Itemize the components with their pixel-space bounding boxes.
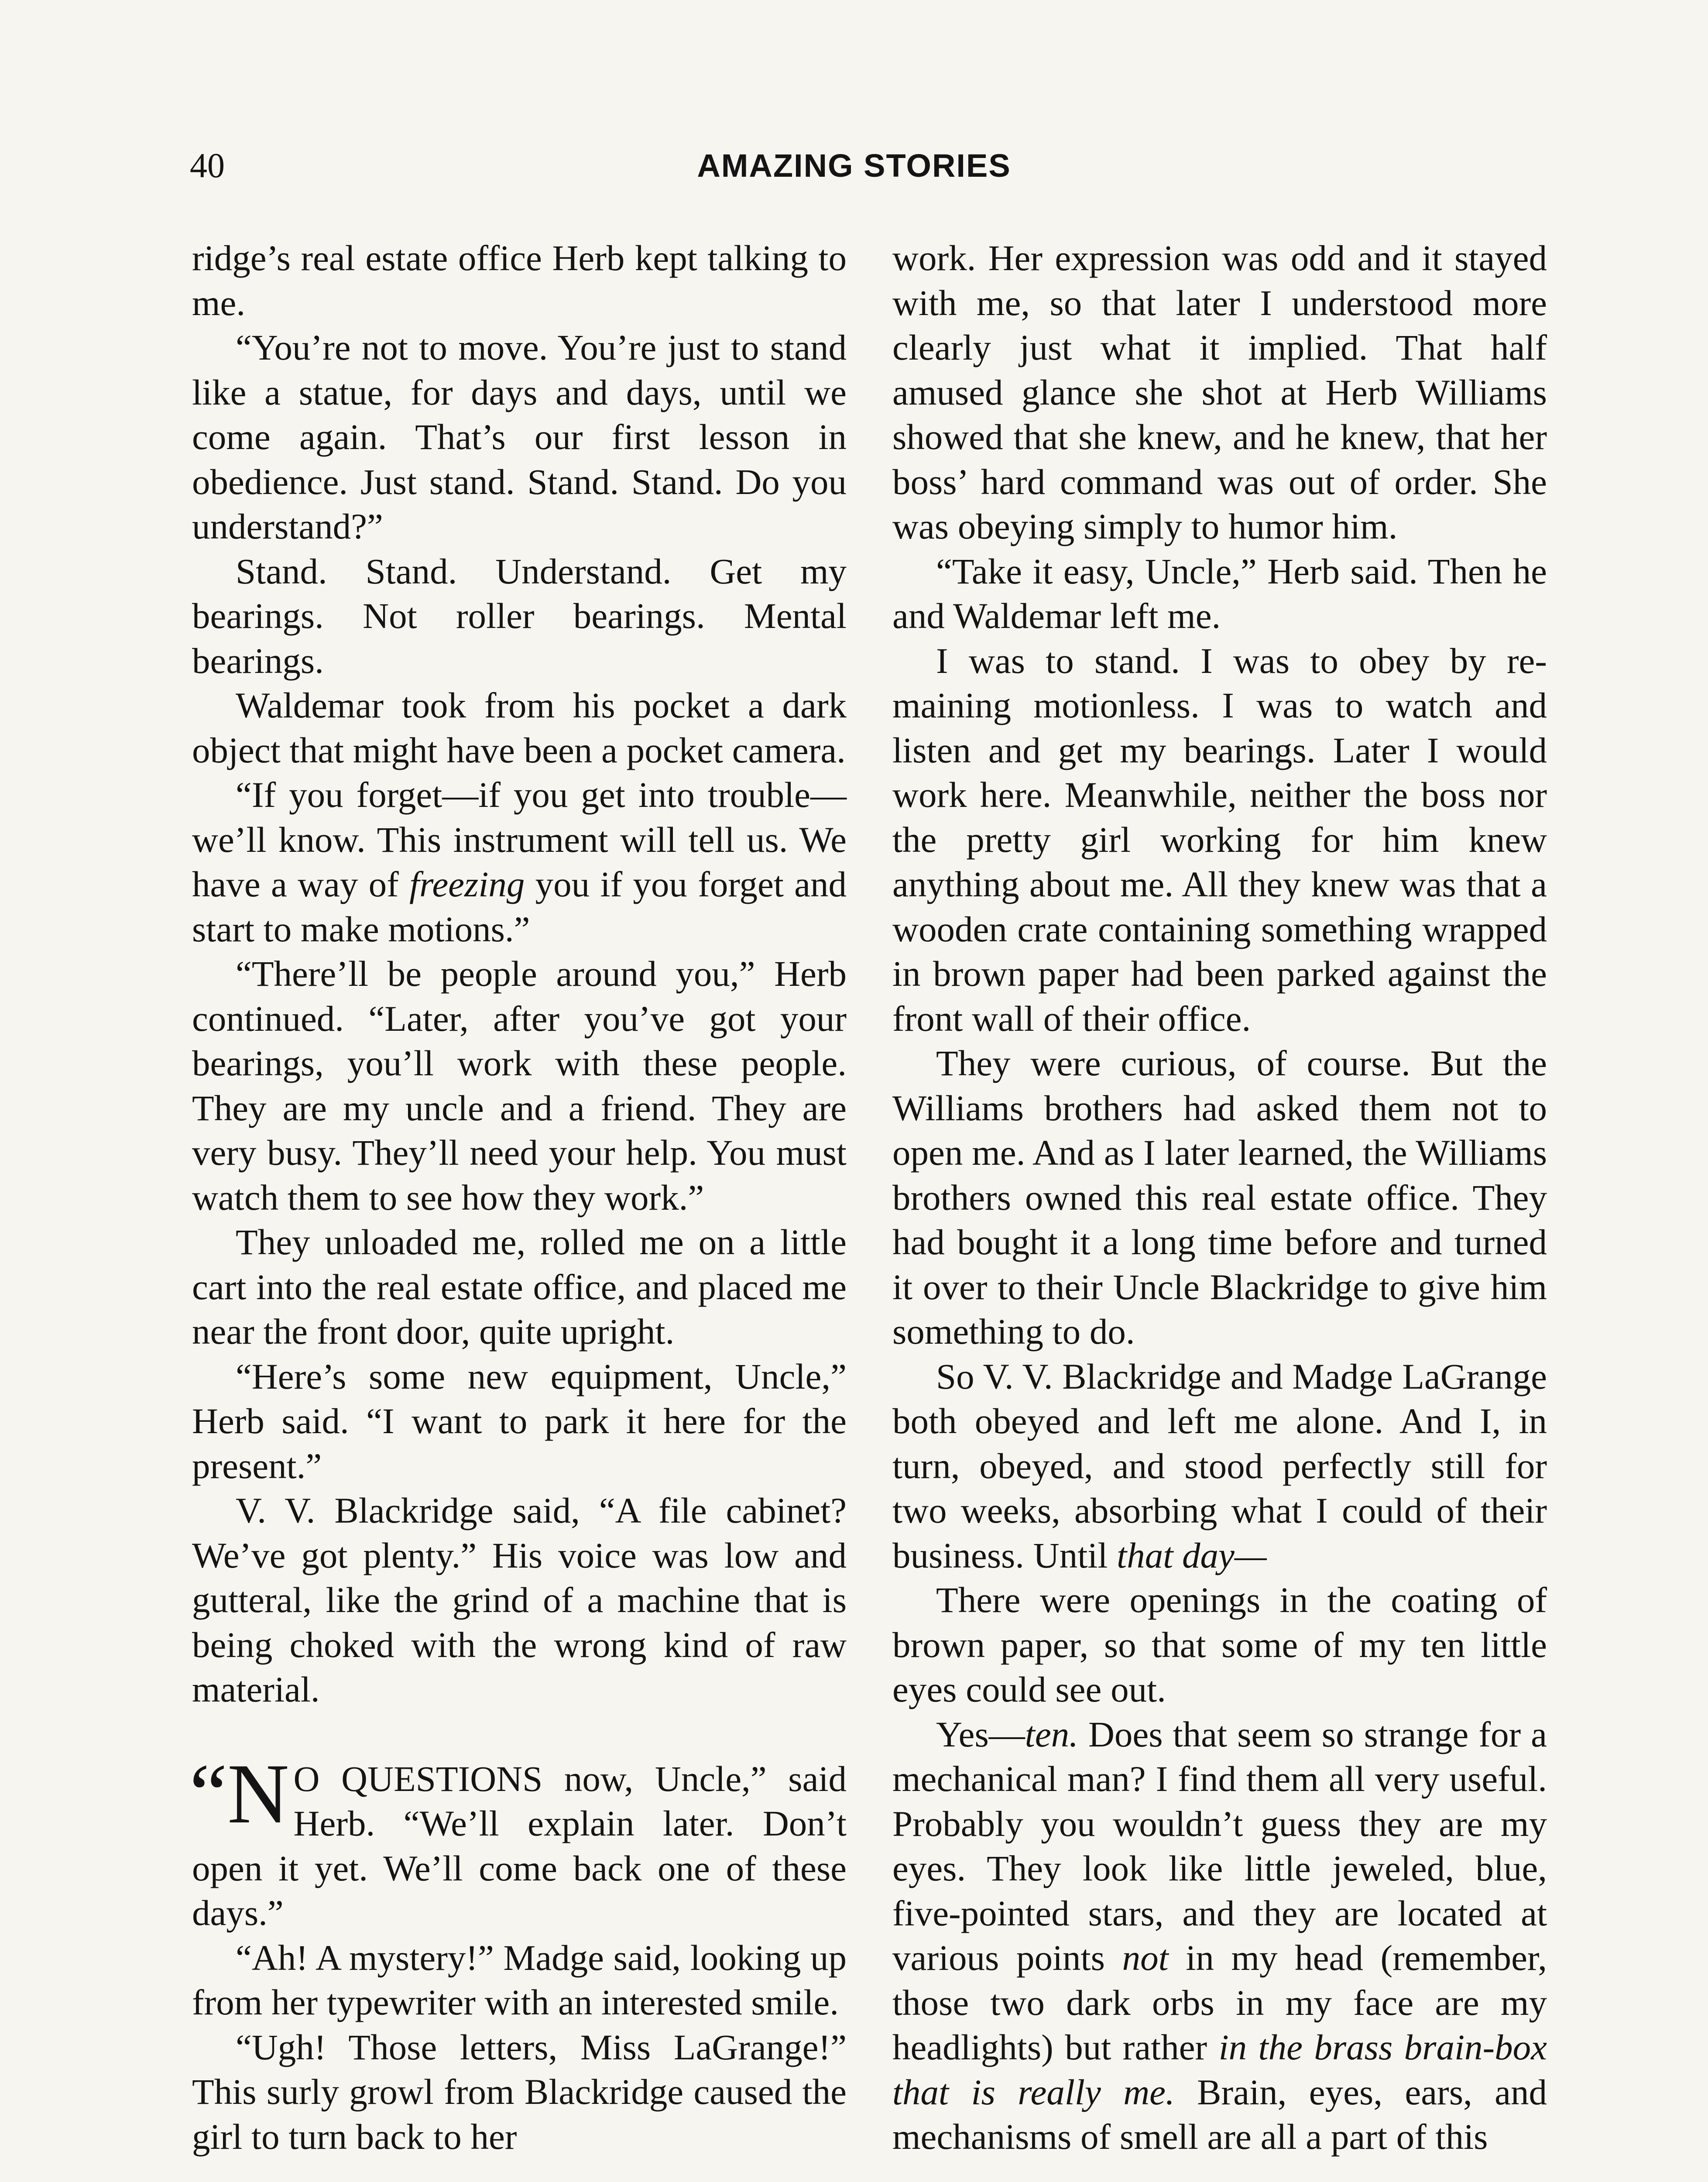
paragraph: [192, 772, 847, 951]
paragraph: There were openings in the coating of brown paper, so that some of my ten little eyes could see out.: [892, 1580, 1547, 1709]
paragraph: V. V. Blackridge said, “A file cabinet? We’ve got plenty.” His voice was low and gutteral, like the grind of a machine that is being choked with the wrong kind of raw material.: [192, 1490, 847, 1709]
text-run: “If you forget—if you get into trouble—we’ll know. This instrument will tell us. We have a way of: [192, 775, 847, 904]
left-column: [189, 236, 847, 2159]
paragraph: “Ugh! Those letters, Miss LaGrange!” This surly growl from Blackridge caused the girl to turn back to her: [192, 2027, 847, 2157]
right-column: [892, 236, 1547, 2159]
page-number: 40: [190, 147, 225, 185]
italic-text: in the brass brain-box that is really me.: [892, 2027, 1547, 2112]
text-run: Brain, eyes, ears, and mechanisms of smell are all a part of this: [892, 2072, 1547, 2157]
paragraph: Stand. Stand. Understand. Get my bearings. Not roller bearings. Mental bearings.: [192, 551, 847, 681]
paragraph: “Here’s some new equipment, Uncle,” Herb said. “I want to park it here for the present.”: [192, 1356, 847, 1486]
paragraph: “There’ll be people around you,” Herb continued. “Later, after you’ve got your bearings, you’ll work with these people. They are my uncle and a friend. They are very busy. They’ll need your help. You must watch them to see how they work.”: [192, 954, 847, 1218]
text-run: Does that seem so strange for a mechanical man? I find them all very useful. Probably you wouldn’t guess they are my eyes. They look like little jeweled, blue, five-pointed stars, and they are located at various points: [892, 1714, 1547, 1978]
paragraph: “Take it easy, Uncle,” Herb said. Then he and Waldemar left me.: [892, 551, 1547, 636]
paragraph: I was to stand. I was to obey by remaining motionless. I was to watch and listen and get my bearings. Later I would work here. Meanwhile, neither the boss nor the pretty girl working for him knew anything about me. All they knew was that a wooden crate containing something wrapped in brown paper had been parked against the front wall of their office.: [892, 640, 1547, 1039]
drop-cap-letter: N: [227, 1746, 289, 1841]
paragraph: [892, 1354, 1547, 1578]
paragraph: work. Her expression was odd and it stayed with me, so that later I understood more clearly just what it implied. That half amused glance she shot at Herb Williams showed that she knew, and he knew, that her boss’ hard command was out of order. She was obeying simply to humor him.: [892, 238, 1547, 546]
text-run: So V. V. Blackridge and Madge LaGrange both obeyed and left me alone. And I, in turn, obeyed, and stood perfectly still for two weeks, absorbing what I could of their business. Until: [892, 1356, 1547, 1575]
text-run: Yes—: [936, 1714, 1025, 1754]
paragraph: “Ah! A mystery!” Madge said, looking up from her typewriter with an interested smile.: [192, 1937, 847, 2022]
open-quote: “: [189, 1746, 227, 1841]
paragraph: ridge’s real estate office Herb kept talking to me.: [192, 238, 847, 323]
paragraph: [892, 1712, 1547, 2159]
italic-text: freezing: [409, 864, 525, 904]
italic-text: that day—: [1117, 1535, 1267, 1575]
section-break-paragraph: [189, 1746, 847, 1935]
paragraph: “You’re not to move. You’re just to stand like a statue, for days and days, until we come again. That’s our first lesson in obedience. Just stand. Stand. Stand. Do you understand?”: [192, 327, 847, 546]
running-head-title: AMAZING STORIES: [697, 148, 1011, 184]
paragraph: Waldemar took from his pocket a dark object that might have been a pocket camera.: [192, 685, 847, 770]
paragraph: They were curious, of course. But the Williams brothers had asked them not to open me. And as I later learned, the Williams brothers owned this real estate office. They had bought it a long time before and turned it over to their Uncle Blackridge to give him something to do.: [892, 1043, 1547, 1352]
text-run: in my head (remember, those two dark orbs in my face are my headlights) but rather: [892, 1938, 1547, 2067]
text-run: you if you forget and start to make motions.”: [192, 864, 847, 949]
italic-text: ten.: [1025, 1714, 1078, 1754]
paragraph: They unloaded me, rolled me on a little cart into the real estate office, and placed me near the front door, quite upright.: [192, 1222, 847, 1352]
drop-cap: [189, 1746, 289, 1841]
italic-text: not: [1122, 1938, 1169, 1978]
text-run: O QUESTIONS now, Uncle,” said Herb. “We’ll explain later. Don’t open it yet. We’ll come back one of these days.”: [192, 1758, 847, 1933]
